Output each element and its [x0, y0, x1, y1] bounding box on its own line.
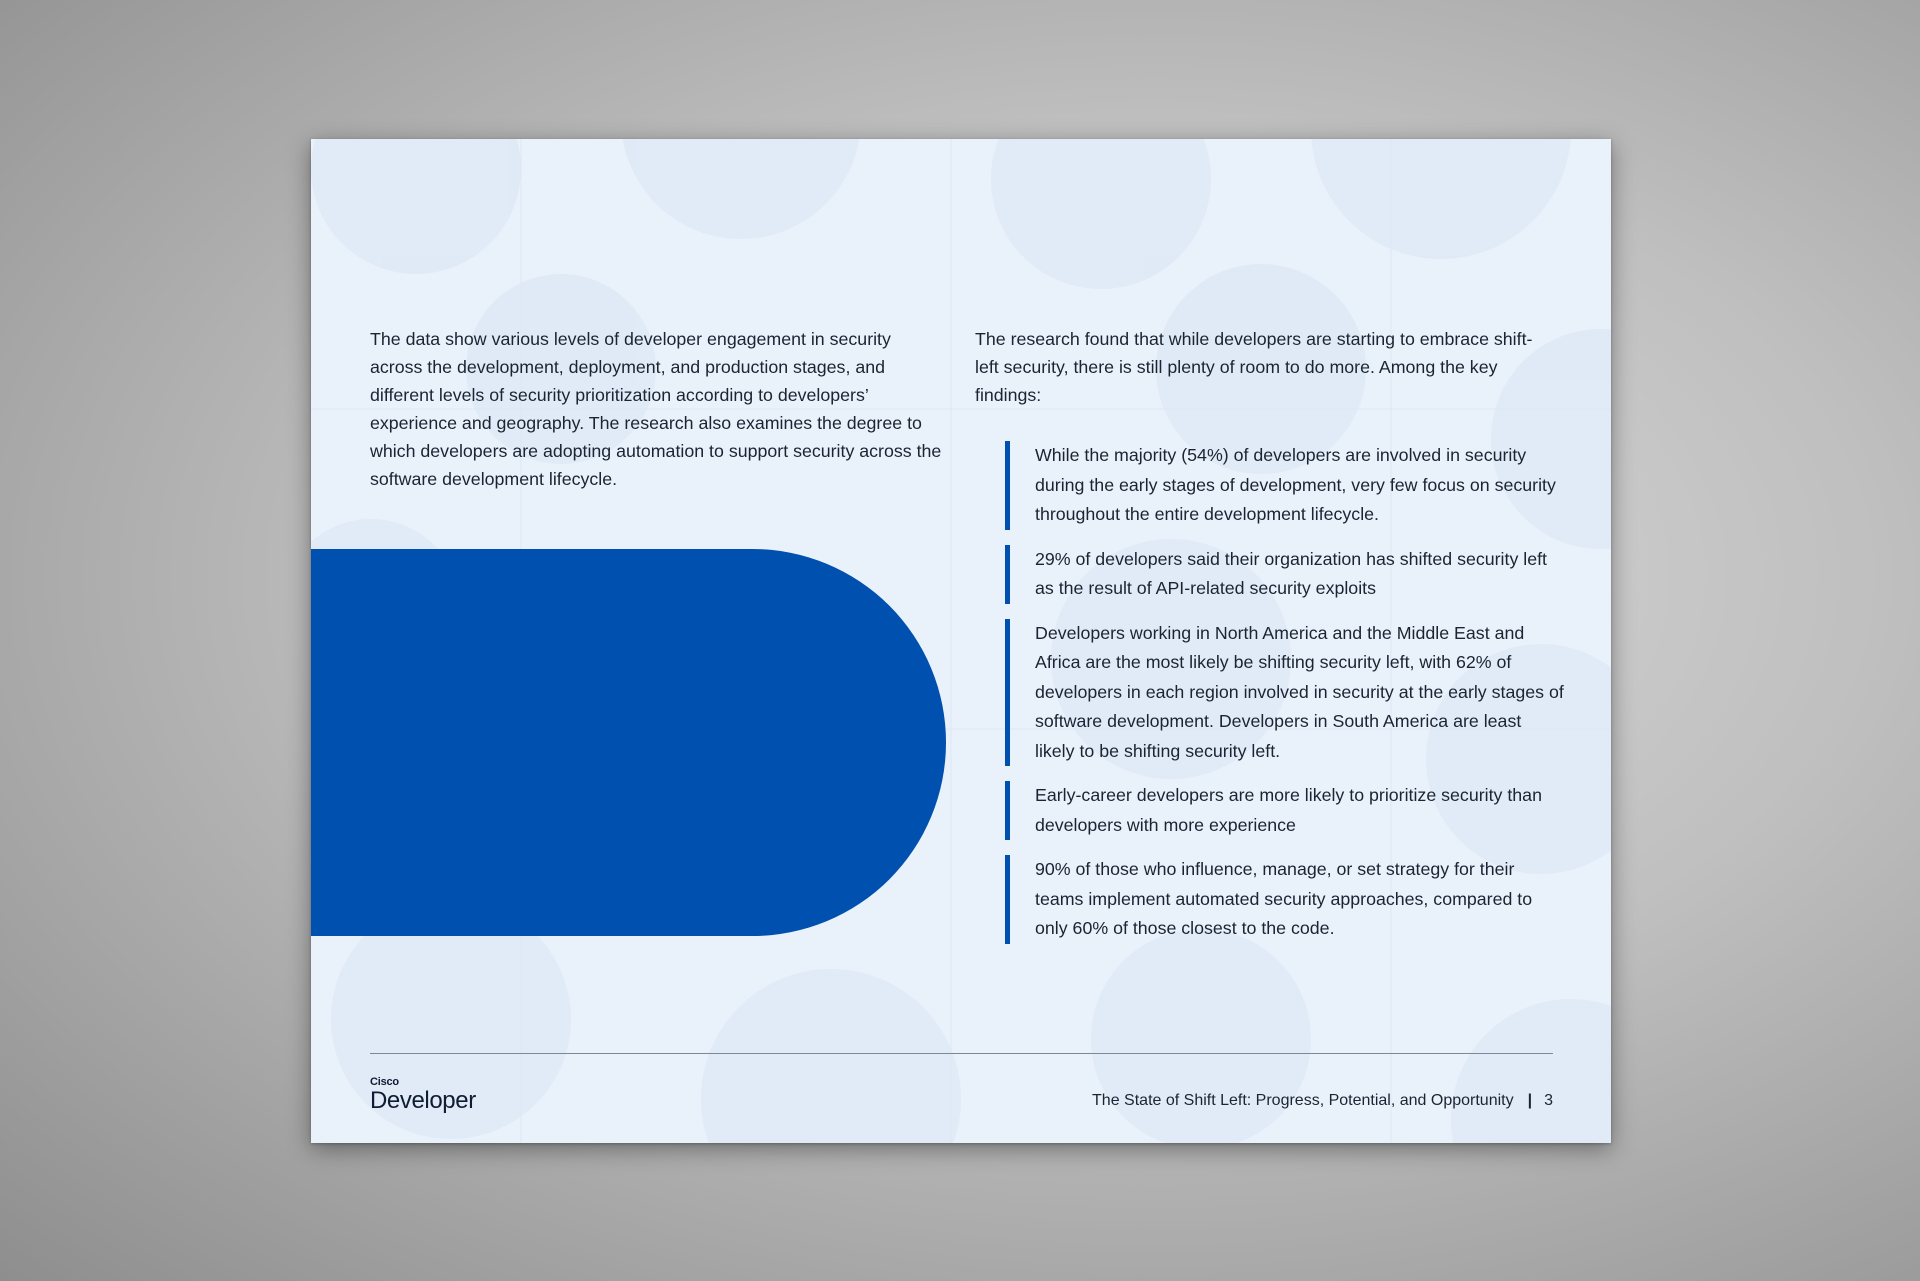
finding-text: While the majority (54%) of developers are involved in security during the early stages of development, very few focus on security throughout the entire development lifecycle.	[1035, 445, 1556, 524]
footer-divider	[370, 1053, 1553, 1054]
finding-item	[1005, 441, 1565, 530]
finding-accent-bar	[1005, 781, 1010, 840]
footer-separator: |	[1527, 1092, 1533, 1109]
cisco-developer-logo	[370, 1076, 476, 1114]
finding-text: Developers working in North America and the Middle East and Africa are the most likely be shifting security left, with 62% of developers in each region involved in security at the early stages of software development. Developers in South America are least likely to be shifting security left.	[1035, 622, 1564, 761]
finding-accent-bar	[1005, 545, 1010, 604]
finding-item	[1005, 781, 1565, 840]
logo-cisco-text: Cisco	[370, 1076, 399, 1088]
logo-developer-text: Developer	[370, 1087, 476, 1114]
key-findings-list	[1005, 441, 1565, 959]
finding-text: 90% of those who influence, manage, or set strategy for their teams implement automated security approaches, compared to only 60% of those closest to the code.	[1035, 859, 1533, 938]
finding-text: Early-career developers are more likely to prioritize security than developers with more experience	[1035, 785, 1542, 835]
finding-item	[1005, 545, 1565, 604]
blue-pill-graphic	[311, 549, 946, 936]
finding-text: 29% of developers said their organization has shifted security left as the result of API-related security exploits	[1035, 548, 1547, 598]
document-title: The State of Shift Left: Progress, Potential, and Opportunity	[1092, 1092, 1514, 1109]
finding-accent-bar	[1005, 441, 1010, 530]
finding-accent-bar	[1005, 619, 1010, 767]
finding-item	[1005, 855, 1565, 944]
document-page	[311, 139, 1611, 1143]
finding-accent-bar	[1005, 855, 1010, 944]
footer-document-title	[1092, 1091, 1553, 1111]
finding-item	[1005, 619, 1565, 767]
findings-intro: The research found that while developers are starting to embrace shift-left security, there is still plenty of room to do more. Among the key findings:	[975, 329, 1533, 405]
page-number: 3	[1544, 1092, 1553, 1109]
intro-paragraph: The data show various levels of developer engagement in security across the development, deployment, and production stages, and different levels of security prioritization according to developers’ experience and geography. The research also examines the degree to which developers are adopting automation to support security across the software development lifecycle.	[370, 329, 942, 489]
